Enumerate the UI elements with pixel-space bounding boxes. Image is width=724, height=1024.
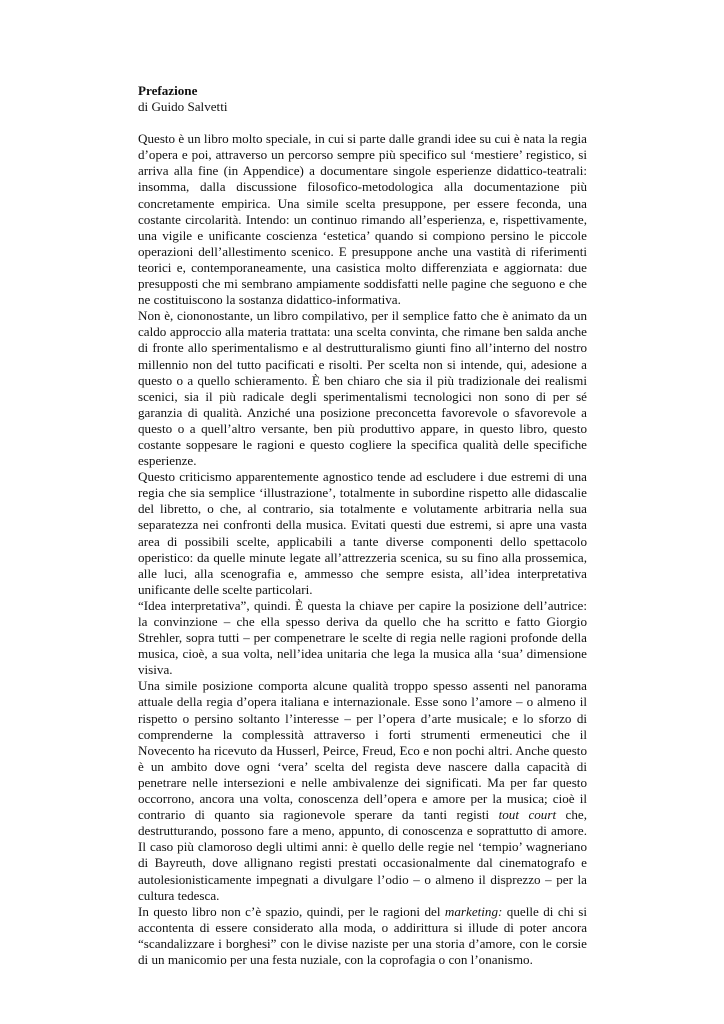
document-title: Prefazione bbox=[138, 83, 198, 98]
paragraph-6-part-2: quelle di chi si accontenta di essere considerato alla moda, o addirittura si illude di poter ancora “scandalizzare i borghesi” con le divise naziste per una storia d’amore, con le corsie di un manicomio per una festa nuziale, con la coprofagia o con l’onanismo. bbox=[138, 903, 587, 967]
paragraph-6 bbox=[138, 904, 587, 968]
paragraph-5-part-1: Una simile posizione comporta alcune qualità troppo spesso assenti nel panorama attuale della regia d’opera italiana e internazionale. Esse sono l’amore – o almeno il rispetto o persino soltanto l’interesse – per l’opera d’arte musicale; e lo sforzo di comprenderne la complessità attraverso i forti strumenti ermeneutici che il Novecento ha ricevuto da Husserl, Peirce, Freud, Eco e non pochi altri. Anche questo è un ambito dove ogni ‘vera’ scelta del regista deve nascere dalla capacità di penetrare nelle intersezioni e nelle ambivalenze dei significati. Ma per far questo occorrono, ancora una volta, conoscenza dell’opera e amore per la musica; cioè il contrario di quanto sia ragionevole sperare da tanti registi bbox=[138, 678, 587, 823]
paragraph-6-italic: marketing: bbox=[444, 903, 503, 919]
paragraph-2: Non è, ciononostante, un libro compilativo, per il semplice fatto che è animato da un caldo approccio alla materia trattata: una scelta convinta, che rimane ben salda anche di fronte allo sperimentalismo e al destrutturalismo giunti fino all’interno del nostro millennio non del tutto pacificati e risolti. Per scelta non si intende, qui, adesione a questo o a quello schieramento. È ben chiaro che sia il più tradizionale dei realismi scenici, sia il più radicale degli sperimentalismi tecnologici non sono di per sé garanzia di qualità. Anziché una posizione preconcetta favorevole o sfavorevole a questo o a quell’altro versante, ben più produttivo appare, in questo libro, questo costante soppesare le ragioni e questo cogliere la specifica qualità delle specifiche esperienze. bbox=[138, 308, 587, 469]
paragraph-4: “Idea interpretativa”, quindi. È questa la chiave per capire la posizione dell’autrice: la convinzione – che ella spesso deriva da quello che ha scritto e fatto Giorgio Strehler, sopra tutti – per compenetrare le scelte di regia nelle ragioni profonde della musica, cioè, a sua volta, nell’idea unitaria che lega la musica alla ‘sua’ dimensione visiva. bbox=[138, 597, 587, 678]
paragraph-1: Questo è un libro molto speciale, in cui si parte dalle grandi idee su cui è nata la regia d’opera e poi, attraverso un percorso sempre più specifico sul ‘mestiere’ registico, si arriva alla fine (in Appendice) a documentare singole esperienze didattico-teatrali: insomma, dalla discussione filosofico-metodologica alla documentazione più concretamente empirica. Una simile scelta presuppone, per essere feconda, una costante circolarità. Intendo: un continuo rimando all’esperienza, e, rispettivamente, una vigile e unificante coscienza ‘estetica’ quando si compiono persino le piccole operazioni dell’allestimento scenico. E presuppone anche una vastità di riferimenti teorici e, contemporaneamente, una casistica molto differenziata e aggiornata: due presupposti che mi sembrano ampiamente soddisfatti nelle pagine che seguono e che ne costituiscono la sostanza didattico-informativa. bbox=[138, 131, 587, 308]
paragraph-5-part-2: che, destrutturando, possono fare a meno, appunto, di conoscenza e soprattutto di amore. Il caso più clamoroso degli ultimi anni: è quello delle regie nel ‘tempio’ wagneriano di Bayreuth, dove allignano registi prestati occasionalmente dal cinematografo e autolesionisticamente impegnati a divulgare l’odio – o almeno il disprezzo – per la cultura tedesca. bbox=[138, 807, 587, 903]
paragraph-3: Questo criticismo apparentemente agnostico tende ad escludere i due estremi di una regia che sia semplice ‘illustrazione’, totalmente in subordine rispetto alle didascalie del libretto, o che, al contrario, sia totalmente e volutamente arbitraria nella sua separatezza nei confronti della musica. Evitati questi due estremi, si apre una vasta area di possibili scelte, applicabili a tante diverse componenti dello spettacolo operistico: da quelle minute legate all’attrezzeria scenica, su su fino alla prossemica, alle luci, alla scenografia e, ammesso che sempre esista, all’idea interpretativa unificante delle scelte particolari. bbox=[138, 469, 587, 597]
paragraph-6-part-1: In questo libro non c’è spazio, quindi, per le ragioni del bbox=[138, 903, 445, 919]
paragraph-5 bbox=[138, 678, 587, 903]
document-page bbox=[138, 83, 587, 968]
paragraph-5-italic: tout court bbox=[498, 807, 557, 823]
document-byline: di Guido Salvetti bbox=[138, 99, 228, 115]
